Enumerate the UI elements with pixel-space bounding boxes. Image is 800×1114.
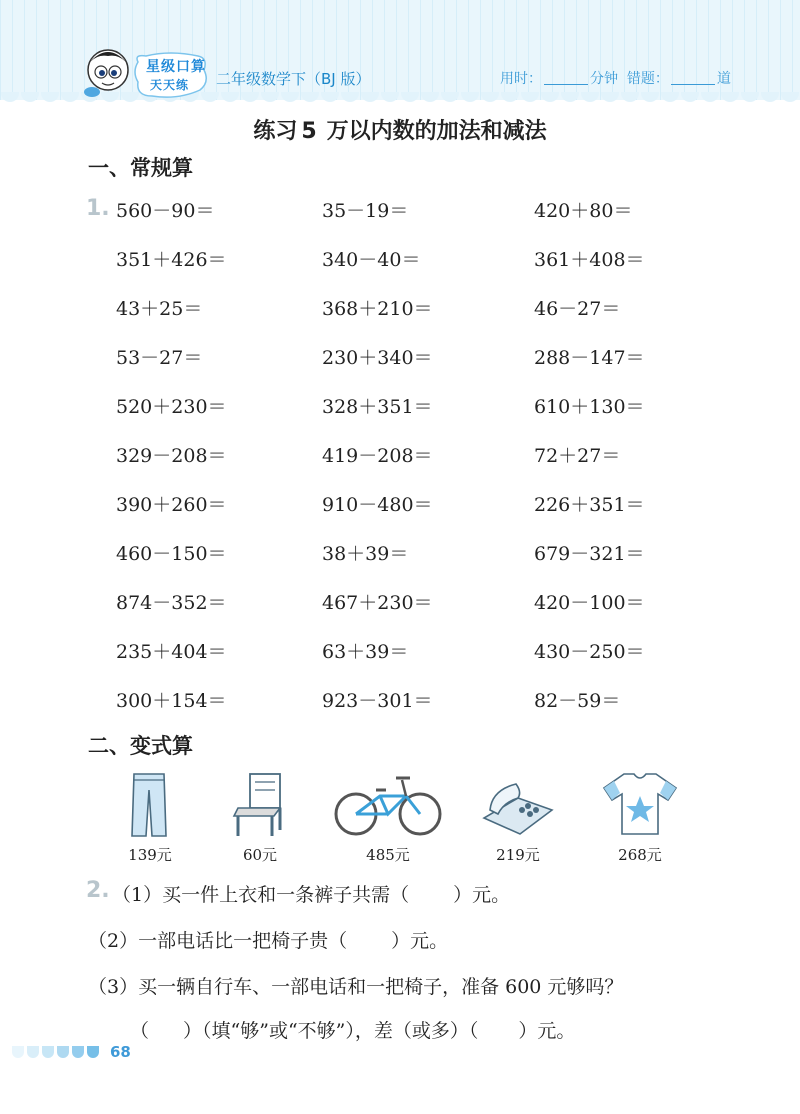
scallop-decoration [581, 92, 599, 102]
scallop-decoration [601, 92, 619, 102]
calculation-row [116, 441, 676, 471]
scallop-decoration [741, 92, 759, 102]
calculation-problem[interactable]: 329－208＝ [116, 445, 227, 467]
calculation-problem[interactable]: 82－59＝ [534, 690, 621, 712]
calculation-problem[interactable]: 361＋408＝ [534, 249, 645, 271]
calculation-row [116, 392, 676, 422]
scallop-decoration [381, 92, 399, 102]
item-bicycle [328, 770, 448, 870]
calculation-problem[interactable]: 910－480＝ [322, 494, 433, 516]
brand-name-line1: 星级口算 [146, 59, 206, 75]
scallop-decoration [441, 92, 459, 102]
calculation-problem[interactable]: 560－90＝ [116, 200, 215, 222]
scallop-decoration [481, 92, 499, 102]
calculation-problem[interactable]: 420＋80＝ [534, 200, 633, 222]
scallop-decoration [761, 92, 779, 102]
scallop-decoration [541, 92, 559, 102]
trousers-icon [100, 770, 200, 840]
calculation-row [116, 343, 676, 373]
calculation-problem[interactable]: 351＋426＝ [116, 249, 227, 271]
question-2-1-tail: ）元。 [453, 884, 511, 906]
telephone-icon [468, 770, 568, 840]
timing-record [500, 68, 731, 88]
calculation-row [116, 539, 676, 569]
scallop-decoration [781, 92, 799, 102]
item-price: 219元 [496, 846, 540, 864]
price-items [100, 770, 700, 870]
errors-unit: 道 [716, 71, 731, 87]
scallop-decoration [621, 92, 639, 102]
calculation-problem[interactable]: 38＋39＝ [322, 543, 409, 565]
chair-icon [210, 770, 310, 840]
question-2-2-tail: ）元。 [391, 930, 449, 952]
scallop-decoration [501, 92, 519, 102]
calculation-problem[interactable]: 288－147＝ [534, 347, 645, 369]
item-telephone [468, 770, 568, 870]
calculation-problem[interactable]: 923－301＝ [322, 690, 433, 712]
calculation-problem[interactable]: 46－27＝ [534, 298, 621, 320]
calculation-row [116, 245, 676, 275]
answer-middle-text: ）（填“够”或“不够”），差（或多）（ [183, 1020, 479, 1042]
calculation-problem[interactable]: 300＋154＝ [116, 690, 227, 712]
calculation-problem[interactable]: 390＋260＝ [116, 494, 227, 516]
time-label: 用时： [500, 71, 542, 87]
scallop-decoration [681, 92, 699, 102]
calculation-problem[interactable]: 610＋130＝ [534, 396, 645, 418]
answer-tail: ）元。 [518, 1020, 576, 1042]
question-2-number: 2. [86, 878, 110, 903]
calculation-problem[interactable]: 235＋404＝ [116, 641, 227, 663]
scallop-decoration [641, 92, 659, 102]
calculation-problem[interactable]: 230＋340＝ [322, 347, 433, 369]
calculation-problem[interactable]: 340－40＝ [322, 249, 421, 271]
calculation-problem[interactable]: 874－352＝ [116, 592, 227, 614]
calculation-row [116, 637, 676, 667]
scallop-decoration [221, 92, 239, 102]
question-2-2-text: （2）一部电话比一把椅子贵（ [88, 930, 348, 952]
scallop-decoration [461, 92, 479, 102]
brand-name-line2: 天天练 [150, 78, 190, 92]
calculation-problem[interactable]: 368＋210＝ [322, 298, 433, 320]
tshirt-icon [590, 770, 690, 840]
scallop-decoration [21, 92, 39, 102]
calculation-problem[interactable]: 43＋25＝ [116, 298, 203, 320]
calculation-row [116, 490, 676, 520]
calculation-problem[interactable]: 679－321＝ [534, 543, 645, 565]
calculation-problem[interactable]: 430－250＝ [534, 641, 645, 663]
item-price: 139元 [128, 846, 172, 864]
lesson-number: 5 [301, 119, 317, 144]
page-number: 68 [110, 1043, 131, 1061]
minute-label: 分钟 [590, 71, 618, 87]
scallop-decoration [301, 92, 319, 102]
calculation-problem[interactable]: 328＋351＝ [322, 396, 433, 418]
calculation-row [116, 588, 676, 618]
errors-label: 错题： [626, 71, 669, 87]
calculation-problem[interactable]: 420－100＝ [534, 592, 645, 614]
scallop-decoration [561, 92, 579, 102]
lesson-prefix: 练习 [253, 119, 298, 144]
scallop-decoration [721, 92, 739, 102]
errors-blank[interactable] [671, 71, 715, 85]
scallop-decoration [321, 92, 339, 102]
question-1-number: 1. [86, 196, 110, 221]
section-2-title: 二、变式算 [88, 734, 193, 758]
question-2-1 [112, 880, 510, 907]
section-1-title: 一、常规算 [88, 156, 193, 180]
item-trousers [100, 770, 200, 870]
item-chair [210, 770, 310, 870]
calculation-row [116, 686, 676, 716]
scallop-decoration [401, 92, 419, 102]
mascot-icon [80, 44, 136, 100]
calculation-problem[interactable]: 467＋230＝ [322, 592, 433, 614]
scallop-decoration [701, 92, 719, 102]
calculation-problem[interactable]: 226＋351＝ [534, 494, 645, 516]
calculation-problem[interactable]: 63＋39＝ [322, 641, 409, 663]
item-price: 485元 [366, 846, 410, 864]
calculation-row [116, 294, 676, 324]
footer-dot [72, 1046, 84, 1058]
scallop-decoration [661, 92, 679, 102]
book-title: 二年级数学下（BJ 版） [216, 70, 371, 88]
footer-dot [57, 1046, 69, 1058]
item-tshirt [590, 770, 690, 870]
scallop-decoration [521, 92, 539, 102]
question-2-1-text: （1）买一件上衣和一条裤子共需（ [112, 884, 410, 906]
scallop-decoration [341, 92, 359, 102]
scallop-decoration [41, 92, 59, 102]
calculation-problem[interactable]: 72＋27＝ [534, 445, 621, 467]
footer-dot [42, 1046, 54, 1058]
calculation-problem[interactable]: 35－19＝ [322, 200, 409, 222]
footer-dot [87, 1046, 99, 1058]
item-price: 60元 [242, 846, 278, 864]
lesson-title [0, 114, 800, 145]
scallop-decoration [361, 92, 379, 102]
question-2-3: （3）买一辆自行车、一部电话和一把椅子，准备 600 元够吗？ [88, 976, 624, 998]
scallop-decoration [61, 92, 79, 102]
calculation-problem[interactable]: 419－208＝ [322, 445, 433, 467]
scallop-decoration [241, 92, 259, 102]
footer-dot [27, 1046, 39, 1058]
scallop-decoration [421, 92, 439, 102]
scallop-decoration [261, 92, 279, 102]
calculation-problem[interactable]: 460－150＝ [116, 543, 227, 565]
lesson-topic: 万以内数的加法和减法 [326, 119, 547, 144]
bicycle-icon [328, 770, 448, 840]
calculation-problem[interactable]: 53－27＝ [116, 347, 203, 369]
time-blank[interactable] [544, 71, 588, 85]
calculation-problem[interactable]: 520＋230＝ [116, 396, 227, 418]
question-2-2 [88, 926, 448, 953]
scallop-decoration [281, 92, 299, 102]
scallop-decoration [1, 92, 19, 102]
question-2-3-answer [130, 1016, 575, 1043]
calculation-row [116, 196, 676, 226]
item-price: 268元 [618, 846, 662, 864]
answer-open-paren: （ [130, 1020, 150, 1042]
footer-dot [12, 1046, 24, 1058]
